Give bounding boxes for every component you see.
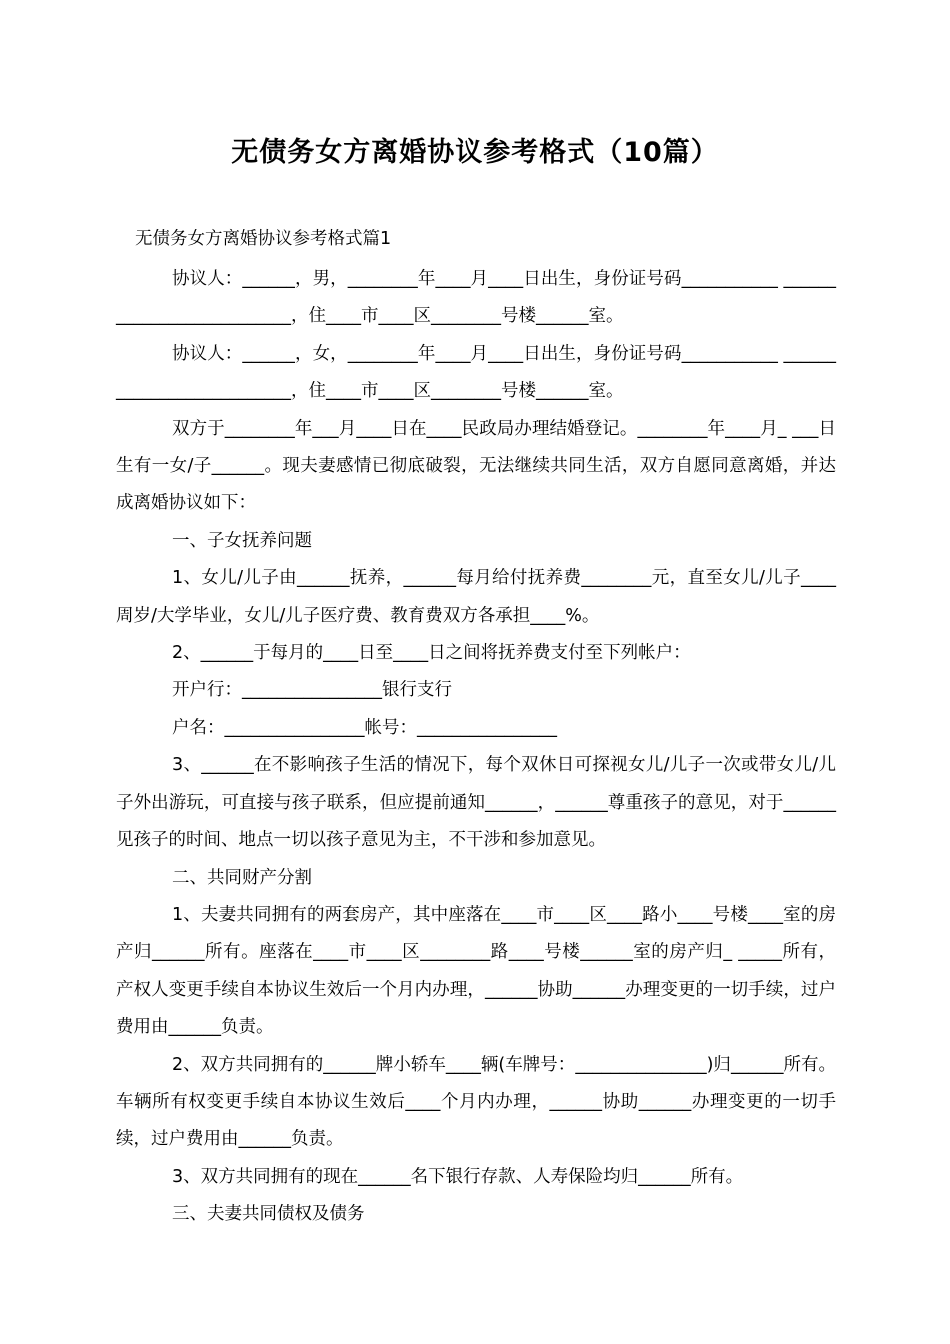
heading-child-custody: 一、子女抚养问题	[172, 530, 312, 551]
paragraph-property-1: 1、夫妻共同拥有的两套房产，其中座落在____市____区____路小____号楼____室的房产归______所有。座落在____市____区________路____号楼______室的房产归_ _____所有，产权人变更手续自本协议生效后一个月内办理，______协助______办理变更的一切手续，过户费用由______负责。	[116, 904, 836, 1038]
paragraph-property-2: 2、双方共同拥有的______牌小轿车____辆(车牌号：_______________)归______所有。车辆所有权变更手续自本协议生效后____个月内办理，______协助______办理变更的一切手续，过户费用由______负责。	[116, 1054, 836, 1150]
paragraph-property-3: 3、双方共同拥有的现在______名下银行存款、人寿保险均归______所有。	[172, 1166, 744, 1187]
paragraph-bank: 开户行：________________银行支行	[172, 680, 452, 701]
paragraph-marriage-info: 双方于________年___月____日在____民政局办理结婚登记。________年____月_ ___日生有一女/子______。现夫妻感情已彻底破裂，无法继续共同生活，双方自愿同意离婚，并达成离婚协议如下：	[116, 418, 836, 514]
paragraph-account: 户名：________________帐号：________________	[172, 717, 557, 738]
section-heading: 无债务女方离婚协议参考格式篇1	[135, 229, 392, 249]
paragraph-custody-1: 1、女儿/儿子由______抚养，______每月给付抚养费________元，直至女儿/儿子____周岁/大学毕业，女儿/儿子医疗费、教育费双方各承担____%。	[116, 568, 836, 626]
document-body	[116, 261, 836, 1234]
paragraph-custody-2: 2、______于每月的____日至____日之间将抚养费支付至下列帐户：	[172, 643, 691, 664]
paragraph-party-male: 协议人：______，男，________年____月____日出生，身份证号码___________ __________________________，住____市____区________号楼______室。	[116, 269, 836, 327]
heading-debts: 三、夫妻共同债权及债务	[172, 1204, 365, 1225]
document-title: 无债务女方离婚协议参考格式（10篇）	[231, 137, 719, 168]
heading-property-division: 二、共同财产分割	[172, 867, 312, 888]
paragraph-party-female: 协议人：______，女，________年____月____日出生，身份证号码___________ __________________________，住____市____区________号楼______室。	[116, 343, 836, 402]
paragraph-custody-3: 3、______在不影响孩子生活的情况下，每个双休日可探视女儿/儿子一次或带女儿/儿子外出游玩，可直接与孩子联系，但应提前通知______，______尊重孩子的意见，对于______见孩子的时间、地点一切以孩子意见为主，不干涉和参加意见。	[116, 755, 836, 851]
